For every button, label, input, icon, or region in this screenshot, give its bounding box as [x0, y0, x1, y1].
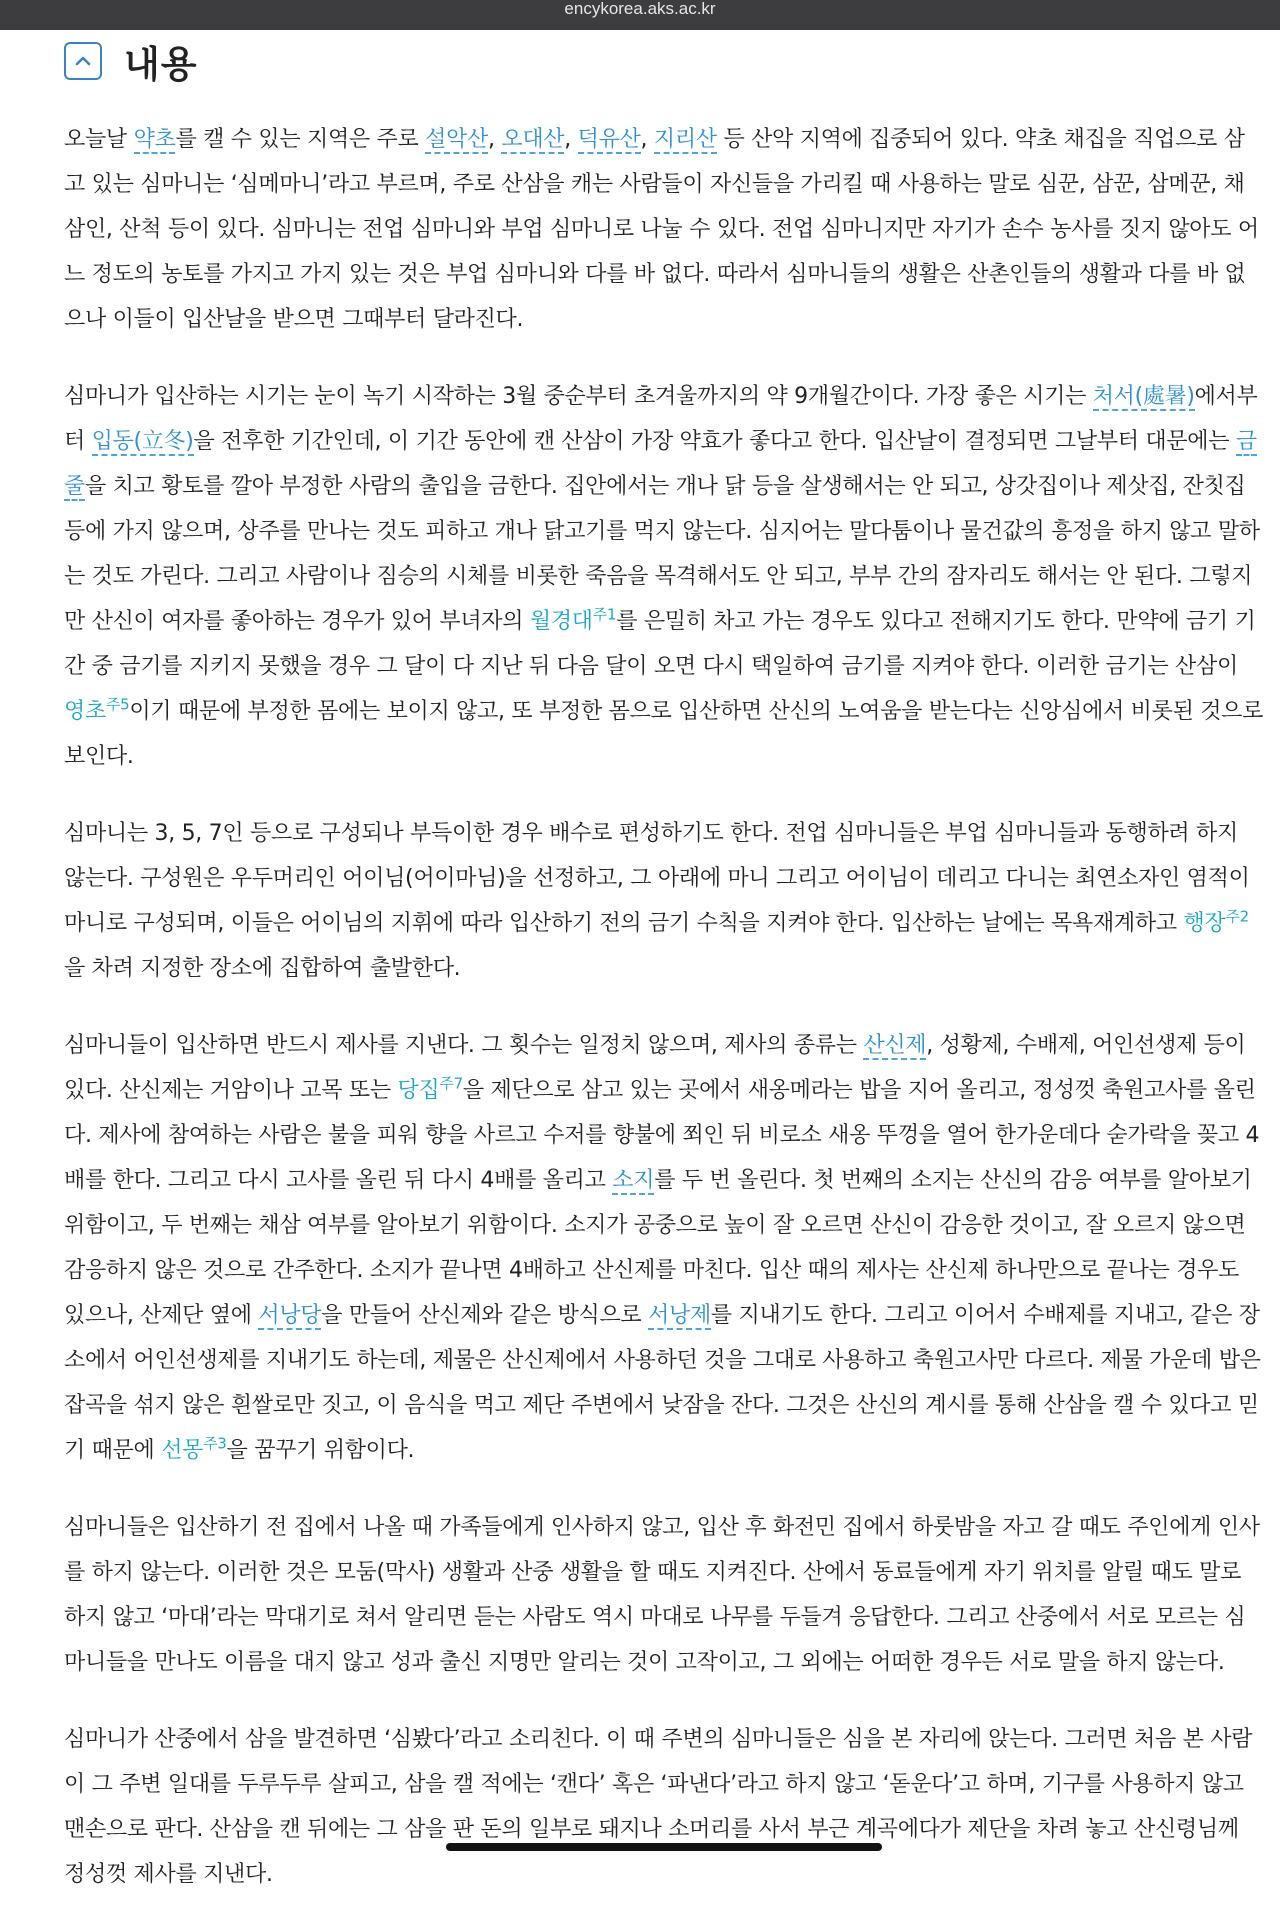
browser-address-bar[interactable]	[0, 0, 1280, 30]
paragraph-text: 심마니들이 입산하면 반드시 제사를 지낸다. 그 횟수는 일정치 않으며, 제사의 종류는	[64, 1033, 864, 1058]
paragraph-text: 심마니들은 입산하기 전 집에서 나올 때 가족들에게 인사하지 않고, 입산 후 화전민 집에서 하룻밤을 자고 갈 때도 주인에게 인사를 하지 않는다. 이러한 것은 모둠(막사) 생활과 산중 생활을 할 때도 지켜진다. 산에서 동료들에게 자기 위치를 알릴 때도 말로 하지 않고 ‘마대’라는 막대기로 쳐서 알리면 듣는 사람도 역시 마대로 나무를 두들겨 응답한다. 그리고 산중에서 서로 모르는 심마니들을 만나도 이름을 대지 않고 성과 출신 지명만 알리는 것이 고작이고, 그 외에는 어떠한 경우든 서로 말을 하지 않는다.	[64, 1515, 1260, 1675]
term-link[interactable]: 금줄	[64, 429, 1257, 499]
term-link[interactable]: 덕유산	[577, 127, 641, 152]
term-link[interactable]: 산신제	[863, 1033, 927, 1058]
term-link[interactable]: 입동(立冬)	[91, 429, 194, 454]
section-collapse-button[interactable]	[64, 42, 102, 80]
term-link[interactable]: 오대산	[501, 127, 565, 152]
glossary-term[interactable]: 선몽	[161, 1438, 204, 1463]
article-paragraph	[64, 811, 1264, 991]
article-content	[64, 117, 1264, 1929]
glossary-term[interactable]: 당집	[397, 1078, 440, 1103]
footnote-ref[interactable]: 주3	[203, 1434, 227, 1453]
paragraph-text: 을 꿈꾸기 위함이다.	[226, 1438, 415, 1463]
article-paragraph	[64, 1023, 1264, 1473]
glossary-term[interactable]: 영초	[64, 699, 106, 724]
glossary-term[interactable]: 행장	[1183, 911, 1226, 936]
paragraph-text: ,	[564, 127, 578, 152]
term-link[interactable]: 서낭제	[648, 1303, 711, 1328]
term-link[interactable]: 설악산	[425, 127, 489, 152]
home-indicator[interactable]	[446, 1843, 882, 1851]
chevron-up-icon	[75, 56, 91, 66]
glossary-term[interactable]: 월경대	[529, 609, 593, 634]
paragraph-text: 을 만들어 산신제와 같은 방식으로	[321, 1303, 649, 1328]
paragraph-text: 심마니가 산중에서 삼을 발견하면 ‘심봤다’라고 소리친다. 이 때 주변의 심마니들은 심을 본 자리에 앉는다. 그러면 처음 본 사람이 그 주변 일대를 두루두루 살피고, 삼을 캘 적에는 ‘캔다’ 혹은 ‘파낸다’라고 하지 않고 ‘돋운다’고 하며, 기구를 사용하지 않고 맨손으로 판다. 산삼을 캔 뒤에는 그 삼을 판 돈의 일부로 돼지나 소머리를 사서 부근 계곡에다가 제단을 차려 놓고 산신령님께 정성껏 제사를 지낸다.	[64, 1727, 1253, 1887]
paragraph-text: 을 전후한 기간인데, 이 기간 동안에 캔 산삼이 가장 약효가 좋다고 한다. 입산날이 결정되면 그날부터 대문에는	[193, 429, 1236, 454]
paragraph-text: 에서부터	[64, 384, 1258, 454]
paragraph-text: 를 지내기도 한다. 그리고 이어서 수배제를 지내고, 같은 장소에서 어인선생제를 지내기도 하는데, 제물은 산신제에서 사용하던 것을 그대로 사용하고 축원고사만 다르다. 제물 가운데 밥은 잡곡을 섞지 않은 흰쌀로만 짓고, 이 음식을 먹고 제단 주변에서 낮잠을 잔다. 그것은 산신의 계시를 통해 산삼을 캘 수 있다고 믿기 때문에	[64, 1303, 1261, 1463]
paragraph-text: 을 치고 황토를 깔아 부정한 사람의 출입을 금한다. 집안에서는 개나 닭 등을 살생해서는 안 되고, 상갓집이나 제삿집, 잔칫집 등에 가지 않으며, 상주를 만나는 것도 피하고 개나 닭고기를 먹지 않는다. 심지어는 말다툼이나 물건값의 흥정을 하지 않고 말하는 것도 가린다. 그리고 사람이나 짐승의 시체를 비롯한 죽음을 목격해서도 안 되고, 부부 간의 잠자리도 해서는 안 된다. 그렇지만 산신이 여자를 좋아하는 경우가 있어 부녀자의	[64, 474, 1260, 634]
paragraph-text: 를 은밀히 차고 가는 경우도 있다고 전해지기도 한다. 만약에 금기 기간 중 금기를 지키지 못했을 경우 그 달이 다 지난 뒤 다음 달이 오면 다시 택일하여 금기를 지켜야 한다. 이러한 금기는 산삼이	[64, 609, 1256, 679]
paragraph-text: 을 차려 지정한 장소에 집합하여 출발한다.	[64, 956, 461, 981]
footnote-ref[interactable]: 주1	[592, 605, 617, 624]
article-paragraph	[64, 1505, 1264, 1685]
paragraph-text: 를 캘 수 있는 지역은 주로	[175, 127, 426, 152]
term-link[interactable]: 처서(處暑)	[1092, 384, 1195, 409]
footnote-ref[interactable]: 주2	[1225, 907, 1249, 926]
section-title: 내용	[124, 43, 198, 86]
paragraph-text: 심마니가 입산하는 시기는 눈이 녹기 시작하는 3월 중순부터 초겨울까지의 약 9개월간이다. 가장 좋은 시기는	[64, 384, 1093, 409]
paragraph-text: ,	[640, 127, 654, 152]
term-link[interactable]: 약초	[133, 127, 176, 152]
article-paragraph	[64, 374, 1264, 779]
page-url: encykorea.aks.ac.kr	[564, 0, 716, 18]
section-header	[64, 34, 197, 88]
term-link[interactable]: 지리산	[653, 127, 717, 152]
paragraph-text: , 성황제, 수배제, 어인선생제 등이 있다. 산신제는 거암이나 고목 또는	[64, 1033, 1246, 1103]
paragraph-text: 심마니는 3, 5, 7인 등으로 구성되나 부득이한 경우 배수로 편성하기도 한다. 전업 심마니들은 부업 심마니들과 동행하려 하지 않는다. 구성원은 우두머리인 어이님(어이마님)을 선정하고, 그 아래에 마니 그리고 어이님이 데리고 다니는 최연소자인 염적이마니로 구성되며, 이들은 어이님의 지휘에 따라 입산하기 전의 금기 수칙을 지켜야 한다. 입산하는 날에는 목욕재계하고	[64, 821, 1250, 936]
paragraph-text: 를 두 번 올린다. 첫 번째의 소지는 산신의 감응 여부를 알아보기 위함이고, 두 번째는 채삼 여부를 알아보기 위함이다. 소지가 공중으로 높이 잘 오르면 산신이 감응한 것이고, 잘 오르지 않으면 감응하지 않은 것으로 간주한다. 소지가 끝나면 4배하고 산신제를 마친다. 입산 때의 제사는 산신제 하나만으로 끝나는 경우도 있으나, 산제단 옆에	[64, 1168, 1252, 1328]
paragraph-text: 을 제단으로 삼고 있는 곳에서 새옹메라는 밥을 지어 올리고, 정성껏 축원고사를 올린다. 제사에 참여하는 사람은 불을 피워 향을 사르고 수저를 향불에 쬐인 뒤 비로소 새옹 뚜껑을 열어 한가운데다 숟가락을 꽂고 4배를 한다. 그리고 다시 고사를 올린 뒤 다시 4배를 올리고	[64, 1078, 1260, 1193]
article-paragraph	[64, 1717, 1264, 1897]
term-link[interactable]: 서낭당	[258, 1303, 322, 1328]
paragraph-text: 이기 때문에 부정한 몸에는 보이지 않고, 또 부정한 몸으로 입산하면 산신의 노여움을 받는다는 신앙심에서 비롯된 것으로 보인다.	[64, 699, 1264, 769]
footnote-ref[interactable]: 주5	[105, 695, 130, 714]
paragraph-text: ,	[488, 127, 502, 152]
article-paragraph	[64, 117, 1264, 342]
paragraph-text: 오늘날	[64, 127, 134, 152]
paragraph-text: 등 산악 지역에 집중되어 있다. 약초 채집을 직업으로 삼고 있는 심마니는 ‘심메마니’라고 부르며, 주로 산삼을 캐는 사람들이 자신들을 가리킬 때 사용하는 말로 심꾼, 삼꾼, 삼메꾼, 채삼인, 산척 등이 있다. 심마니는 전업 심마니와 부업 심마니로 나눌 수 있다. 전업 심마니지만 자기가 손수 농사를 짓지 않아도 어느 정도의 농토를 가지고 가지 있는 것은 부업 심마니와 다를 바 없다. 따라서 심마니들의 생활은 산촌인들의 생활과 다를 바 없으나 이들이 입산날을 받으면 그때부터 달라진다.	[64, 127, 1259, 332]
term-link[interactable]: 소지	[612, 1168, 655, 1193]
footnote-ref[interactable]: 주7	[439, 1074, 463, 1093]
